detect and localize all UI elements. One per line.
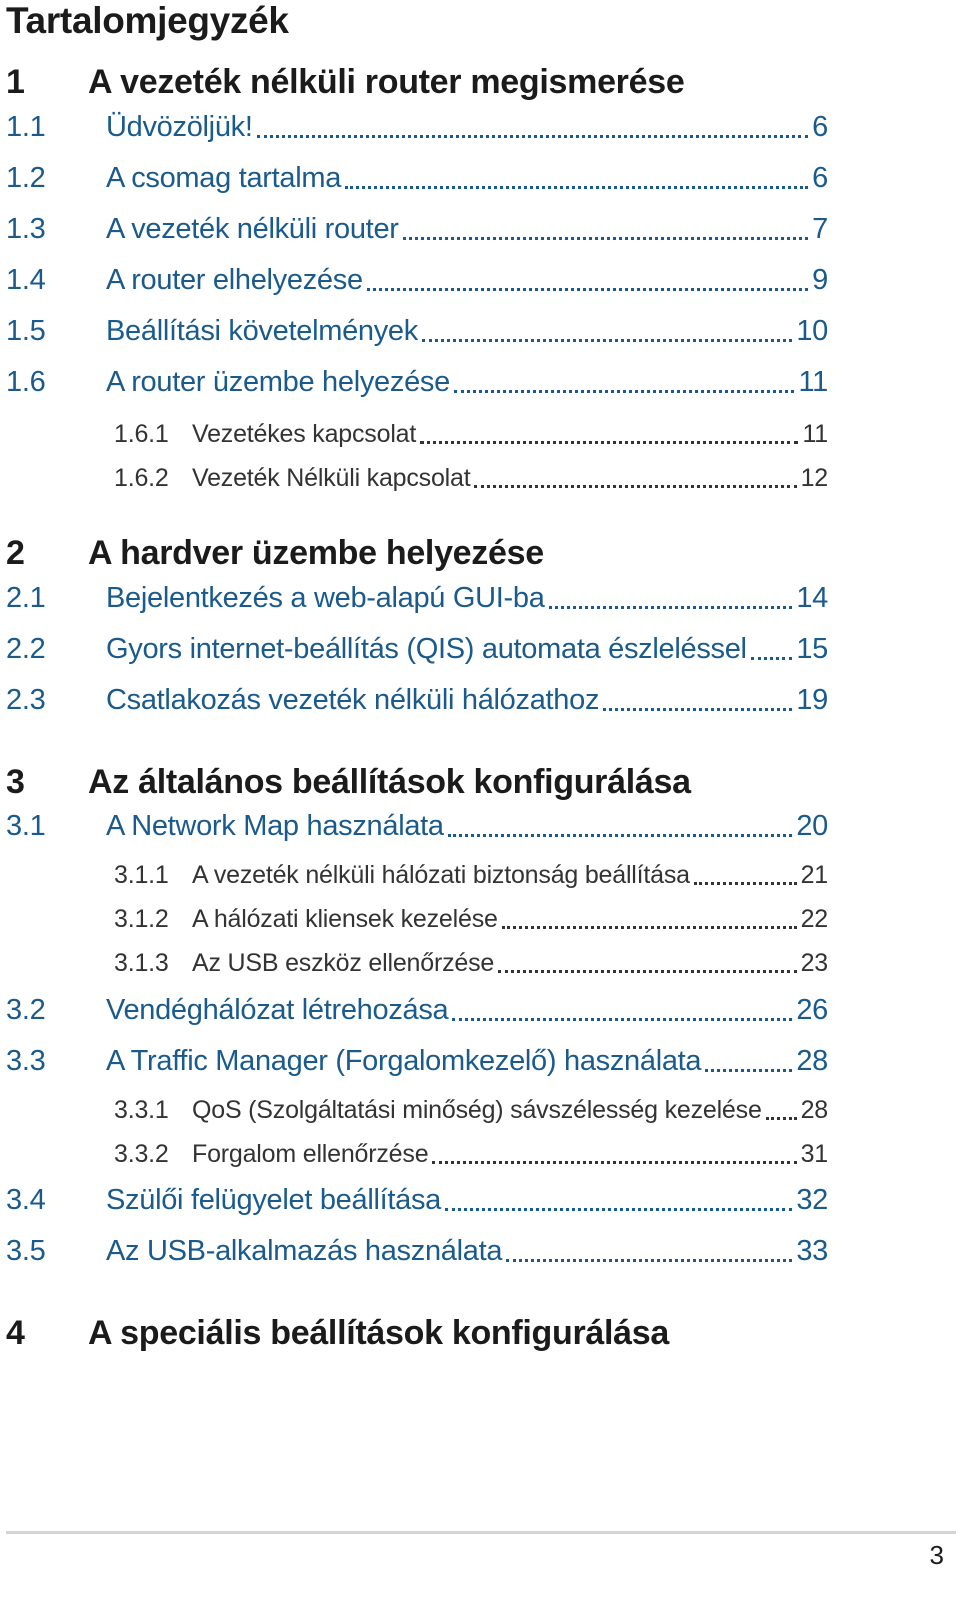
toc-page-number: 12 — [800, 464, 828, 492]
toc-number: 3.1 — [6, 810, 46, 842]
toc-title: Vezetékes kapcsolat — [192, 420, 417, 448]
toc-dot-leader — [367, 288, 808, 291]
toc-number: 4 — [6, 1314, 25, 1352]
toc-title: A vezeték nélküli hálózati biztonság beállítása — [192, 861, 690, 889]
toc-dot-leader — [422, 339, 792, 342]
toc-number: 3.5 — [6, 1235, 46, 1267]
toc-page-number: 6 — [812, 162, 828, 194]
footer-divider — [6, 1531, 956, 1534]
toc-number: 3.1.1 — [114, 861, 169, 889]
page-title: Tartalomjegyzék — [6, 0, 289, 41]
toc-number: 3 — [6, 763, 25, 801]
toc-dot-leader — [549, 606, 792, 609]
toc-dot-leader — [345, 186, 808, 189]
toc-number: 3.2 — [6, 994, 46, 1026]
toc-title: A csomag tartalma — [106, 162, 342, 194]
toc-number: 1.5 — [6, 315, 46, 347]
toc-title: Bejelentkezés a web-alapú GUI-ba — [106, 582, 545, 614]
toc-title: Az USB eszköz ellenőrzése — [192, 949, 495, 977]
toc-title: A router elhelyezése — [106, 264, 363, 296]
toc-page-number: 10 — [796, 315, 828, 347]
toc-title: Üdvözöljük! — [106, 111, 253, 143]
toc-title: Az USB-alkalmazás használata — [106, 1235, 503, 1267]
toc-title: A vezeték nélküli router — [106, 213, 399, 245]
toc-page-number: 20 — [796, 810, 828, 842]
toc-number: 3.3.2 — [114, 1140, 169, 1168]
toc-dot-leader — [603, 708, 792, 711]
toc-dot-leader — [257, 135, 808, 138]
toc-number: 1.4 — [6, 264, 46, 296]
toc-number: 3.4 — [6, 1184, 46, 1216]
toc-page-number: 15 — [796, 633, 828, 665]
toc-dot-leader — [751, 657, 792, 660]
toc-page-number: 7 — [812, 213, 828, 245]
toc-number: 2.2 — [6, 633, 46, 665]
toc-page-number: 21 — [800, 861, 828, 889]
toc-page-number: 32 — [796, 1184, 828, 1216]
toc-title: A hálózati kliensek kezelése — [192, 905, 498, 933]
toc-dot-leader — [694, 882, 797, 885]
toc-page-number: 9 — [812, 264, 828, 296]
toc-dot-leader — [403, 237, 808, 240]
toc-page-number: 11 — [798, 366, 828, 398]
toc-page-number: 19 — [796, 684, 828, 716]
toc-number: 1.2 — [6, 162, 46, 194]
toc-page-number: 31 — [800, 1140, 828, 1168]
toc-page-number: 14 — [796, 582, 828, 614]
toc-number: 1.3 — [6, 213, 46, 245]
toc-number: 3.3 — [6, 1045, 46, 1077]
toc-title: Vendéghálózat létrehozása — [106, 994, 449, 1026]
toc-number: 2.1 — [6, 582, 46, 614]
toc-title: A speciális beállítások konfigurálása — [88, 1314, 669, 1352]
toc-dot-leader — [498, 970, 797, 973]
toc-dot-leader — [454, 390, 794, 393]
toc-title: Forgalom ellenőrzése — [192, 1140, 429, 1168]
toc-title: A vezeték nélküli router megismerése — [88, 63, 685, 101]
toc-number: 1.6.1 — [114, 420, 169, 448]
toc-dot-leader — [452, 1018, 792, 1021]
toc-dot-leader — [766, 1117, 797, 1120]
toc-dot-leader — [432, 1161, 797, 1164]
toc-dot-leader — [474, 485, 797, 488]
toc-title: Szülői felügyelet beállítása — [106, 1184, 441, 1216]
footer-page-number: 3 — [929, 1540, 944, 1570]
toc-page-number: 11 — [802, 420, 828, 448]
toc-dot-leader — [705, 1069, 792, 1072]
toc-dot-leader — [420, 441, 798, 444]
toc-title: Csatlakozás vezeték nélküli hálózathoz — [106, 684, 600, 716]
toc-title: A Network Map használata — [106, 810, 444, 842]
toc-title: A hardver üzembe helyezése — [88, 534, 544, 572]
toc-number: 3.1.3 — [114, 949, 169, 977]
toc-dot-leader — [502, 926, 797, 929]
toc-page-number: 33 — [796, 1235, 828, 1267]
toc-page-number: 23 — [800, 949, 828, 977]
toc-title: QoS (Szolgáltatási minőség) sávszélesség kezelése — [192, 1096, 762, 1124]
toc-title: Az általános beállítások konfigurálása — [88, 763, 691, 801]
toc-title: Gyors internet-beállítás (QIS) automata észleléssel — [106, 633, 747, 665]
toc-number: 3.3.1 — [114, 1096, 169, 1124]
toc-dot-leader — [448, 834, 792, 837]
toc-title: Vezeték Nélküli kapcsolat — [192, 464, 471, 492]
toc-number: 2.3 — [6, 684, 46, 716]
toc-number: 1.1 — [6, 111, 46, 143]
toc-title: Beállítási követelmények — [106, 315, 418, 347]
toc-title: A Traffic Manager (Forgalomkezelő) használata — [106, 1045, 702, 1077]
toc-page-number: 28 — [796, 1045, 828, 1077]
toc-number: 3.1.2 — [114, 905, 169, 933]
toc-number: 1 — [6, 63, 25, 101]
toc-number: 2 — [6, 534, 25, 572]
toc-page-number: 22 — [800, 905, 828, 933]
toc-page-number: 26 — [796, 994, 828, 1026]
toc-number: 1.6 — [6, 366, 46, 398]
toc-page-number: 6 — [812, 111, 828, 143]
toc-page-number: 28 — [800, 1096, 828, 1124]
toc-dot-leader — [445, 1208, 792, 1211]
toc-dot-leader — [506, 1259, 792, 1262]
toc-title: A router üzembe helyezése — [106, 366, 450, 398]
toc-number: 1.6.2 — [114, 464, 169, 492]
